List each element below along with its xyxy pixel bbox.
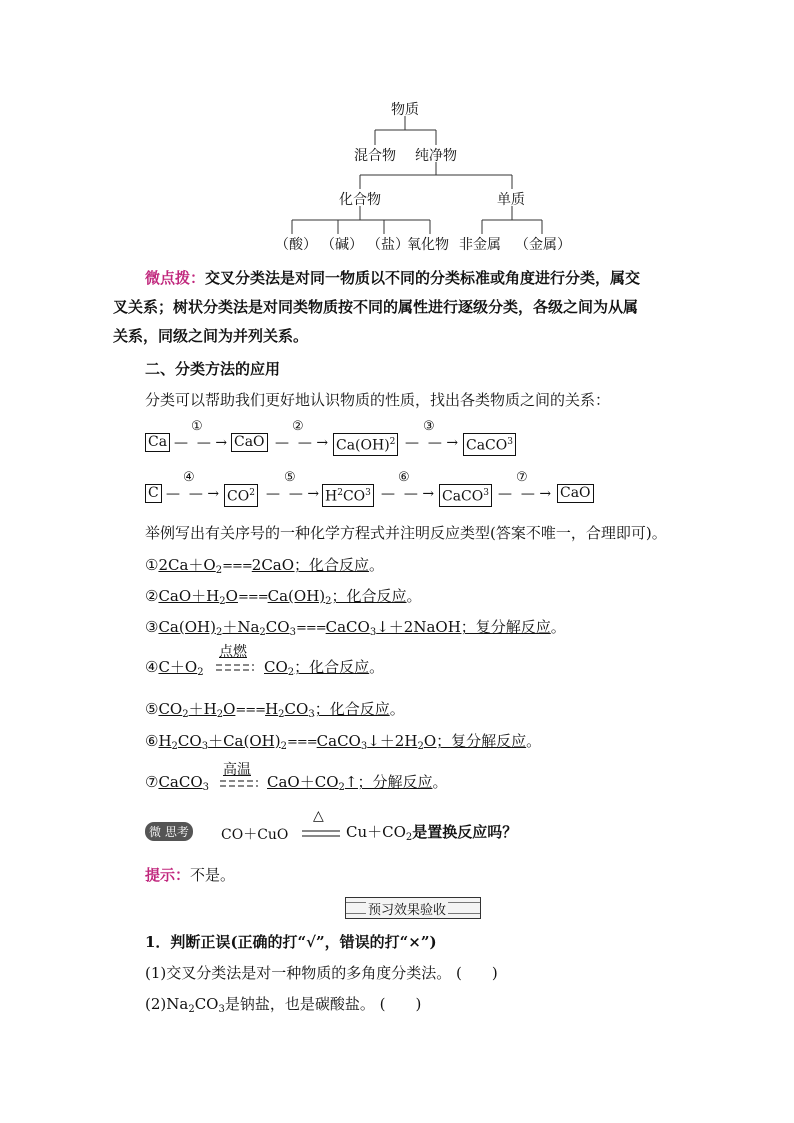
chain2-step-6: ⑥ xyxy=(398,470,410,485)
tree-mixture: 混合物 xyxy=(354,148,396,164)
task-text: 举例写出有关序号的一种化学方程式并注明反应类型(答案不唯一，合理即可)。 xyxy=(145,524,667,542)
chain2-arrow-7: — — → xyxy=(498,486,552,502)
chain1-caoh2: Ca(OH)$^2$ xyxy=(333,433,398,456)
chain2-step-7: ⑦ xyxy=(516,470,528,485)
chain1-ca: Ca xyxy=(145,433,170,452)
preview-title-box xyxy=(345,897,481,919)
chain2-arrow-4: — — → xyxy=(166,486,220,502)
q1-item-2: $(2)Na_2CO_3$是钠盐，也是碳酸盐。 ( ) xyxy=(145,995,422,1015)
section-intro: 分类可以帮助我们更好地认识物质的性质，找出各类物质之间的关系： xyxy=(145,391,611,409)
hint xyxy=(145,865,235,885)
think-q3: 是置换反应吗？ xyxy=(412,823,518,841)
chain1-caco3: CaCO$^3$ xyxy=(463,433,516,456)
chain2-arrow-5: — — → xyxy=(266,486,320,502)
chain2-step-5: ⑤ xyxy=(284,470,296,485)
hint-label: 提示： xyxy=(145,866,191,884)
equation-1: $①2Ca+O_2===2CaO$；化合反应。 xyxy=(145,556,385,576)
chain2-caco3: CaCO$^3$ xyxy=(439,484,492,507)
tip-label: 微点拨： xyxy=(145,269,206,287)
q1-title: 1．判断正误(正确的打“√”，错误的打“×”) xyxy=(145,933,437,951)
chain1-step-2: ② xyxy=(292,419,304,434)
tree-lines xyxy=(0,0,794,260)
equation-7-equal xyxy=(218,779,260,791)
equation-7-condition: 高温 xyxy=(223,762,251,778)
hint-text: 不是。 xyxy=(190,866,236,884)
chain1-arrow-2: — — → xyxy=(275,435,329,451)
q1-item-1: (1)交叉分类法是对一种物质的多角度分类法。 ( ) xyxy=(145,964,498,982)
tree-compound: 化合物 xyxy=(339,192,381,208)
chain2-h2co3: $H^2CO^3$ xyxy=(322,484,374,507)
tree-root: 物质 xyxy=(391,102,419,118)
think-equal xyxy=(302,829,342,839)
tree-salt: （盐） xyxy=(367,237,409,253)
think-q1: CO＋CuO xyxy=(221,827,289,843)
equation-3: $③Ca(OH)_2+Na_2CO_3===CaCO_3↓+2NaOH$；复分解反应。 xyxy=(145,618,566,638)
equation-2: $②CaO+H_2O===Ca(OH)_2$；化合反应。 xyxy=(145,587,422,607)
chain1-arrow-3: — — → xyxy=(405,435,459,451)
equation-4-equal xyxy=(214,663,256,675)
tree-nonmetal: 非金属 xyxy=(459,237,501,253)
equation-4-condition: 点燃 xyxy=(219,644,247,660)
chain1-step-1: ① xyxy=(191,419,203,434)
tree-pure: 纯净物 xyxy=(415,148,457,164)
equation-6: $⑥H_2CO_3+Ca(OH)_2===CaCO_3↓+2H_2O$；复分解反应。 xyxy=(145,732,542,752)
chain1-cao: CaO xyxy=(231,433,268,452)
tree-acid: （酸） xyxy=(275,237,317,253)
chain1-arrow-1: — — → xyxy=(174,435,228,451)
preview-title: 预习效果验收 xyxy=(366,899,448,918)
chain2-co2: $CO^2$ xyxy=(224,484,258,507)
equation-5: $⑤CO_2+H_2O===H_2CO_3$；化合反应。 xyxy=(145,700,405,720)
chain1-step-3: ③ xyxy=(423,419,435,434)
tree-element: 单质 xyxy=(497,192,525,208)
chain2-c: C xyxy=(145,484,162,503)
tree-metal: （金属） xyxy=(515,237,571,253)
tree-oxide: 氧化物 xyxy=(407,237,449,253)
chain2-step-4: ④ xyxy=(183,470,195,485)
tip-line-2: 叉关系；树状分类法是对同类物质按不同的属性进行逐级分类，各级之间为从属 xyxy=(113,298,639,316)
think-cond: △ xyxy=(313,808,324,824)
tree-base: （碱） xyxy=(321,237,363,253)
section-heading: 二、分类方法的应用 xyxy=(145,360,281,378)
tip-line-3: 关系，同级之间为并列关系。 xyxy=(113,327,309,345)
tip-line-1: 微点拨：交叉分类法是对同一物质以不同的分类标准或角度进行分类，属交 xyxy=(145,269,641,287)
think-q2: Cu＋CO xyxy=(346,823,406,841)
think-badge: 微 思考 xyxy=(145,822,193,841)
chain2-cao: CaO xyxy=(557,484,594,503)
chain2-arrow-6: — — → xyxy=(381,486,435,502)
